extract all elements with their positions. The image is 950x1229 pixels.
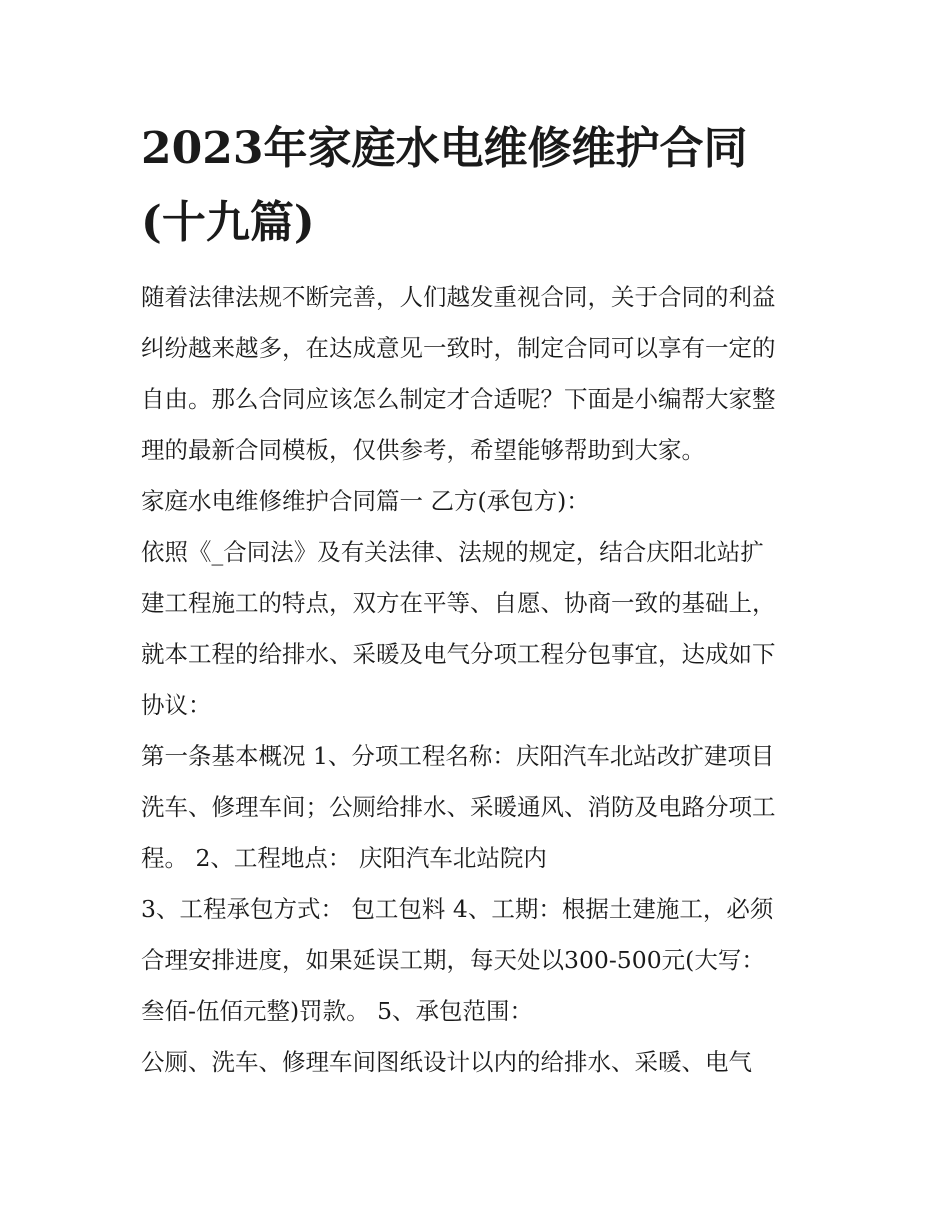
document-page	[141, 112, 821, 1088]
text-line: 就本工程的给排水、采暖及电气分项工程分包事宜，达成如下	[141, 640, 776, 668]
contract-method-paragraph	[141, 884, 821, 1037]
text-line: 纠纷越来越多，在达成意见一致时，制定合同可以享有一定的	[141, 334, 776, 362]
basis-paragraph	[141, 527, 821, 731]
text-line: 随着法律法规不断完善，人们越发重视合同，关于合同的利益	[141, 283, 776, 311]
text-line: 合理安排进度，如果延误工期，每天处以300-500元(大写：	[141, 946, 765, 974]
text-line: 依照《_合同法》及有关法律、法规的规定，结合庆阳北站扩	[141, 538, 764, 566]
text-line: 公厕、洗车、修理车间图纸设计以内的给排水、采暖、电气	[141, 1048, 752, 1076]
title-line-2: (十九篇)	[141, 197, 315, 248]
scope-paragraph	[141, 1037, 821, 1088]
text-line: 家庭水电维修维护合同篇一 乙方(承包方)：	[141, 487, 590, 515]
article-one-paragraph	[141, 731, 821, 884]
text-line: 自由。那么合同应该怎么制定才合适呢？下面是小编帮大家整	[141, 385, 776, 413]
text-line: 理的最新合同模板，仅供参考，希望能够帮助到大家。	[141, 436, 705, 464]
title-line-1: 2023年家庭水电维修维护合同	[141, 123, 748, 174]
text-line: 协议：	[141, 691, 212, 719]
text-line: 程。 2、工程地点： 庆阳汽车北站院内	[141, 844, 547, 872]
text-line: 洗车、修理车间；公厕给排水、采暖通风、消防及电路分项工	[141, 793, 776, 821]
text-line: 叁佰-伍佰元整)罚款。 5、承包范围：	[141, 997, 534, 1025]
section-heading-paragraph	[141, 476, 821, 527]
intro-paragraph	[141, 272, 821, 476]
text-line: 建工程施工的特点，双方在平等、自愿、协商一致的基础上，	[141, 589, 776, 617]
text-line: 第一条基本概况 1、分项工程名称：庆阳汽车北站改扩建项目	[141, 742, 775, 770]
document-title	[141, 112, 821, 260]
text-line: 3、工程承包方式： 包工包料 4、工期：根据土建施工，必须	[141, 895, 774, 923]
